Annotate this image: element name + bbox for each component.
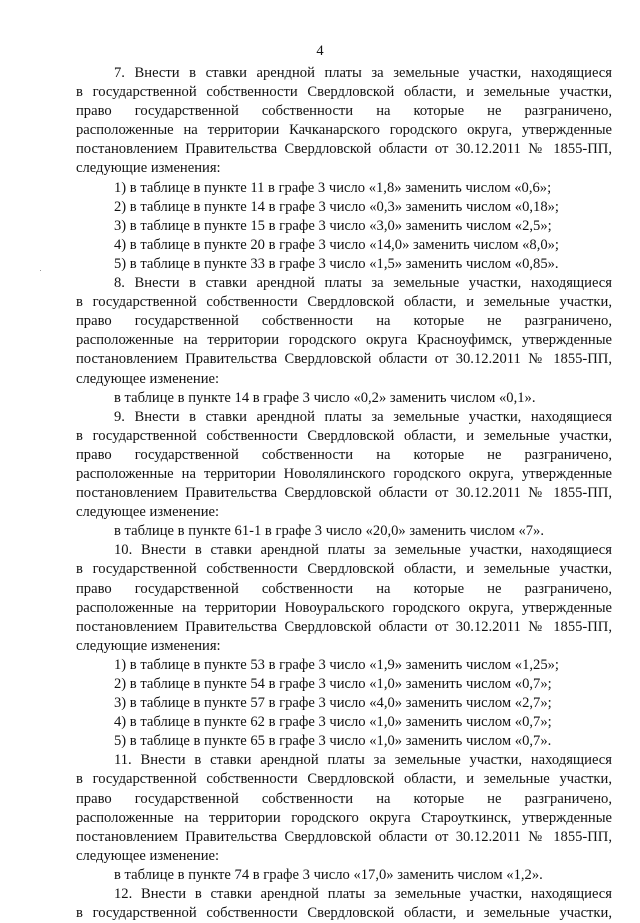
text-line: следующее изменение: xyxy=(76,370,220,387)
text-line: расположенные на территории Новоуральского городского округа, утвержденные xyxy=(76,599,612,616)
document-body xyxy=(76,64,612,923)
text-line: в государственной собственности Свердловской области, и земельные участки, xyxy=(76,771,612,788)
text-line: право государственной собственности на которые не разграничено, xyxy=(76,103,612,120)
text-line: постановлением Правительства Свердловской области от 30.12.2011 № 1855-ПП, xyxy=(76,828,612,845)
text-line: следующее изменение: xyxy=(76,847,220,864)
text-line: 10. Внести в ставки арендной платы за земельные участки, находящиеся xyxy=(114,542,612,559)
text-line: право государственной собственности на которые не разграничено, xyxy=(76,313,612,330)
text-line: в таблице в пункте 14 в графе 3 число «0,2» заменить числом «0,1». xyxy=(114,389,536,406)
text-line: 2) в таблице в пункте 54 в графе 3 число «1,0» заменить числом «0,7»; xyxy=(114,676,552,692)
text-line: 2) в таблице в пункте 14 в графе 3 число «0,3» заменить числом «0,18»; xyxy=(114,198,559,215)
text-line: в государственной собственности Свердловской области, и земельные участки, xyxy=(76,905,612,922)
page-number: 4 xyxy=(316,43,324,59)
text-line: в государственной собственности Свердловской области, и земельные участки, xyxy=(76,84,612,101)
text-line: 11. Внести в ставки арендной платы за земельные участки, находящиеся xyxy=(114,752,612,769)
text-line: следующие изменения: xyxy=(76,637,221,654)
text-line: 4) в таблице в пункте 62 в графе 3 число «1,0» заменить числом «0,7»; xyxy=(114,714,552,731)
text-line: в таблице в пункте 74 в графе 3 число «17,0» заменить числом «1,2». xyxy=(114,866,543,883)
text-line: право государственной собственности на которые не разграничено, xyxy=(76,790,612,807)
text-line: постановлением Правительства Свердловской области от 30.12.2011 № 1855-ПП, xyxy=(76,351,612,368)
text-line: постановлением Правительства Свердловской области от 30.12.2011 № 1855-ПП, xyxy=(76,485,612,502)
text-line: 3) в таблице в пункте 57 в графе 3 число «4,0» заменить числом «2,7»; xyxy=(114,695,552,712)
text-line: право государственной собственности на которые не разграничено, xyxy=(76,446,612,463)
text-line: расположенные на территории Качканарского городского округа, утвержденные xyxy=(76,122,612,139)
text-line: 1) в таблице в пункте 11 в графе 3 число «1,8» заменить числом «0,6»; xyxy=(114,179,552,196)
text-line: следующее изменение: xyxy=(76,504,220,521)
text-line: 12. Внести в ставки арендной платы за земельные участки, находящиеся xyxy=(114,886,612,903)
text-line: в таблице в пункте 61-1 в графе 3 число «20,0» заменить числом «7». xyxy=(114,523,544,540)
text-line: 9. Внести в ставки арендной платы за земельные участки, находящиеся xyxy=(114,408,612,425)
scan-speck xyxy=(40,270,41,271)
text-line: 4) в таблице в пункте 20 в графе 3 число «14,0» заменить числом «8,0»; xyxy=(114,236,559,253)
text-line: расположенные на территории Новолялинского городского округа, утвержденные xyxy=(76,465,612,482)
text-line: 5) в таблице в пункте 65 в графе 3 число «1,0» заменить числом «0,7». xyxy=(114,733,552,750)
text-line: в государственной собственности Свердловской области, и земельные участки, xyxy=(76,561,612,578)
text-line: постановлением Правительства Свердловской области от 30.12.2011 № 1855-ПП, xyxy=(76,141,612,158)
text-line: в государственной собственности Свердловской области, и земельные участки, xyxy=(76,427,612,444)
text-line: расположенные на территории городского округа Красноуфимск, утвержденные xyxy=(76,332,612,349)
text-line: 7. Внести в ставки арендной платы за земельные участки, находящиеся xyxy=(114,65,612,81)
text-line: постановлением Правительства Свердловской области от 30.12.2011 № 1855-ПП, xyxy=(76,618,612,635)
text-line: 1) в таблице в пункте 53 в графе 3 число «1,9» заменить числом «1,25»; xyxy=(114,656,559,673)
text-line: следующие изменения: xyxy=(76,160,221,177)
text-line: 3) в таблице в пункте 15 в графе 3 число «3,0» заменить числом «2,5»; xyxy=(114,217,552,234)
text-line: 5) в таблице в пункте 33 в графе 3 число «1,5» заменить числом «0,85». xyxy=(114,255,559,272)
text-line: право государственной собственности на которые не разграничено, xyxy=(76,580,612,597)
text-line: 8. Внести в ставки арендной платы за земельные участки, находящиеся xyxy=(114,275,612,292)
text-line: в государственной собственности Свердловской области, и земельные участки, xyxy=(76,294,612,311)
text-line: расположенные на территории городского округа Староуткинск, утвержденные xyxy=(76,809,612,826)
